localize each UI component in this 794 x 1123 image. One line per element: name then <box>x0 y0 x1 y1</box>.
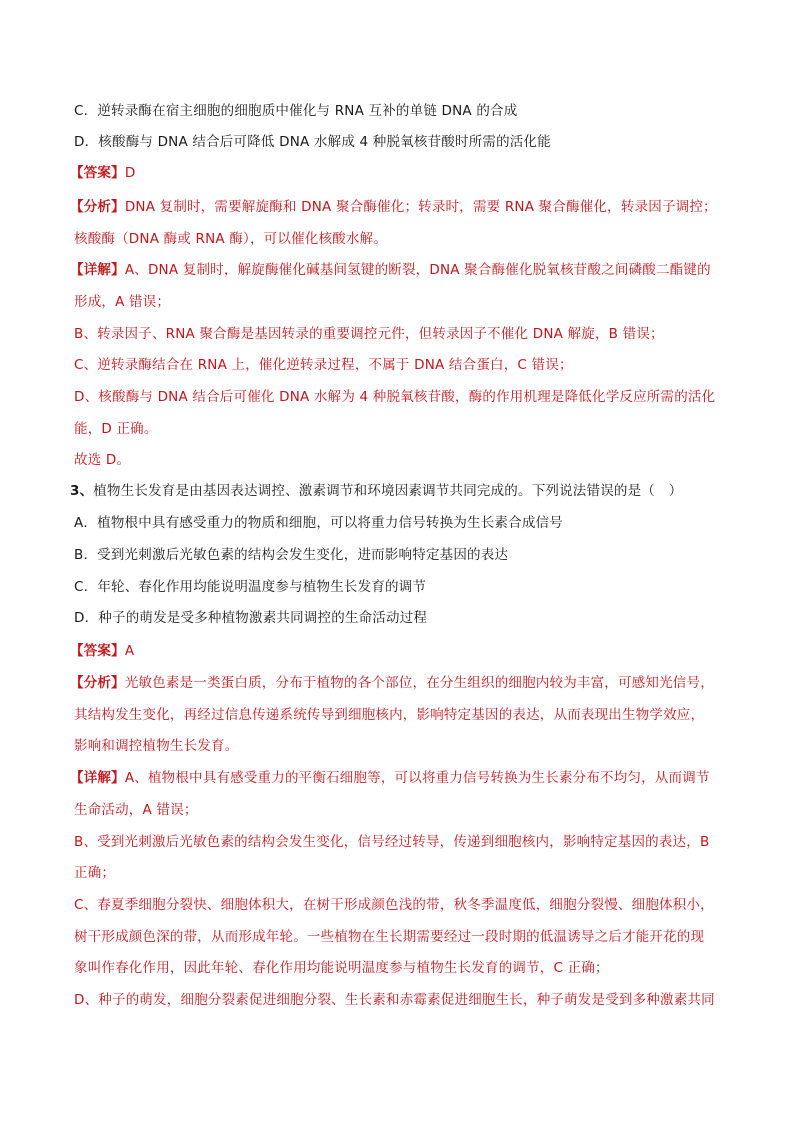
q2-option-c: C．逆转录酶在宿主细胞的细胞质中催化与 RNA 互补的单链 DNA 的合成 <box>74 103 518 119</box>
q2-answer <box>70 163 135 183</box>
detail-label: 【详解】 <box>70 262 125 278</box>
answer-label: 【答案】 <box>70 643 125 659</box>
q3-option-a: A．植物根中具有感受重力的物质和细胞，可以将重力信号转换为生长素合成信号 <box>74 515 563 531</box>
answer-value: D <box>124 165 136 181</box>
q3-detail-line-8: D、种子的萌发，细胞分裂素促进细胞分裂、生长素和赤霉素促进细胞生长，种子萌发是受到多种激素共同 <box>74 992 715 1008</box>
q2-detail-line-5: D、核酸酶与 DNA 结合后可催化 DNA 水解为 4 种脱氧核苷酸，酶的作用机理是降低化学反应所需的活化 <box>74 389 716 405</box>
q3-detail-line-6: 树干形成颜色深的带，从而形成年轮。一些植物在生长期需要经过一段时期的低温诱导之后才能开花的现 <box>74 929 705 945</box>
q3-answer <box>70 641 134 661</box>
detail-text: A、DNA 复制时，解旋酶催化碱基间氢键的断裂，DNA 聚合酶催化脱氧核苷酸之间磷酸二酯键的 <box>124 262 711 278</box>
detail-text: A、植物根中具有感受重力的平衡石细胞等，可以将重力信号转换为生长素分布不均匀，从而调节 <box>124 770 710 786</box>
analysis-label: 【分析】 <box>70 675 125 691</box>
analysis-text: DNA 复制时，需要解旋酶和 DNA 聚合酶催化；转录时，需要 RNA 聚合酶催化，转录因子调控； <box>124 199 717 215</box>
detail-label: 【详解】 <box>70 770 125 786</box>
q3-detail-line-2: 生命活动，A 错误； <box>74 802 198 818</box>
q3-stem <box>70 481 682 501</box>
question-number: 3、 <box>70 483 94 499</box>
q3-option-b: B．受到光刺激后光敏色素的结构会发生变化，进而影响特定基因的表达 <box>74 547 509 563</box>
answer-label: 【答案】 <box>70 165 125 181</box>
q2-option-d: D．核酸酶与 DNA 结合后可降低 DNA 水解成 4 种脱氧核苷酸时所需的活化能 <box>74 134 551 150</box>
q2-analysis-line-2: 核酸酶（DNA 酶或 RNA 酶），可以催化核酸水解。 <box>74 231 387 247</box>
q3-detail-line-5: C、春夏季细胞分裂快、细胞体积大，在树干形成颜色浅的带，秋冬季温度低，细胞分裂慢、细胞体积小， <box>74 897 714 913</box>
analysis-label: 【分析】 <box>70 199 125 215</box>
q3-analysis-line-1 <box>70 673 714 693</box>
q3-option-c: C．年轮、春化作用均能说明温度参与植物生长发育的调节 <box>74 579 427 595</box>
q3-detail-line-7: 象叫作春化作用，因此年轮、春化作用均能说明温度参与植物生长发育的调节，C 正确； <box>74 960 609 976</box>
q2-analysis-line-1 <box>70 197 717 217</box>
q3-option-d: D．种子的萌发是受多种植物激素共同调控的生命活动过程 <box>74 610 428 626</box>
q3-detail-line-4: 正确； <box>74 865 116 881</box>
q2-detail-line-1 <box>70 260 711 280</box>
question-stem: 植物生长发育是由基因表达调控、激素调节和环境因素调节共同完成的。下列说法错误的是（ ） <box>93 483 683 499</box>
answer-value: A <box>124 643 135 659</box>
q2-detail-line-4: C、逆转录酶结合在 RNA 上，催化逆转录过程，不属于 DNA 结合蛋白，C 错误； <box>74 357 573 373</box>
analysis-text: 光敏色素是一类蛋白质，分布于植物的各个部位，在分生组织的细胞内较为丰富，可感知光信号， <box>124 675 714 691</box>
q3-detail-line-3: B、受到光刺激后光敏色素的结构会发生变化，信号经过转导，传递到细胞核内，影响特定基因的表达，B <box>74 834 710 850</box>
q3-analysis-line-2: 其结构发生变化，再经过信息传递系统传导到细胞核内，影响特定基因的表达，从而表现出生物学效应， <box>74 707 705 723</box>
q2-detail-line-3: B、转录因子、RNA 聚合酶是基因转录的重要调控元件，但转录因子不催化 DNA 解旋，B 错误； <box>74 326 664 342</box>
q2-detail-line-2: 形成，A 错误； <box>74 294 171 310</box>
q2-detail-line-6: 能，D 正确。 <box>74 421 158 437</box>
q3-analysis-line-3: 影响和调控植物生长发育。 <box>74 738 239 754</box>
q2-detail-line-7: 故选 D。 <box>74 452 131 468</box>
q3-detail-line-1 <box>70 768 710 788</box>
